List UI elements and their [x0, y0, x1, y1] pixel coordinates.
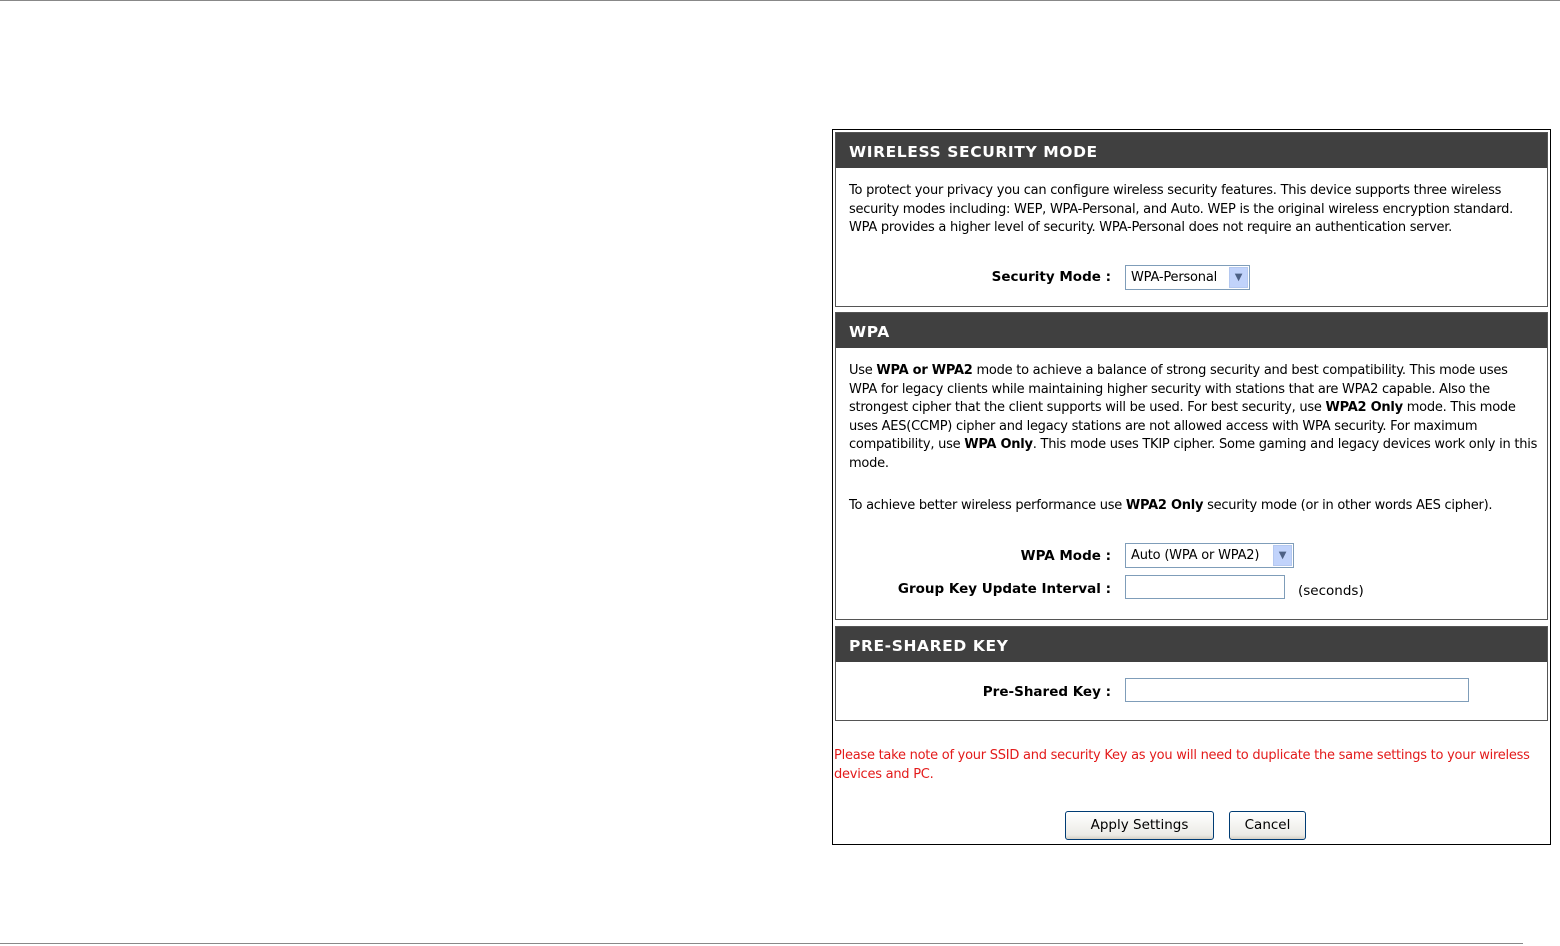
section-title-security-mode: WIRELESS SECURITY MODE [836, 133, 1547, 168]
section-title-wpa: WPA [836, 313, 1547, 348]
pre-shared-key-input[interactable] [1125, 678, 1469, 702]
wpa-mode-label: WPA Mode : [1020, 548, 1111, 564]
wireless-security-mode-section [835, 132, 1548, 307]
wpa-performance-tip: To achieve better wireless performance use WPA2 Only security mode (or in other words AES cipher). [849, 498, 1493, 513]
chevron-down-icon[interactable]: ▼ [1229, 267, 1248, 288]
security-mode-description: To protect your privacy you can configure wireless security features. This device supports three wireless security modes including: WEP, WPA-Personal, and Auto. WEP is the original wireless encryption standard. WPA provides a higher level of security. WPA-Personal does not require an authentication server. [849, 183, 1514, 235]
pre-shared-key-label: Pre-Shared Key : [982, 684, 1111, 700]
wpa-mode-selected: Auto (WPA or WPA2) [1131, 548, 1260, 563]
wpa-description: Use WPA or WPA2 mode to achieve a balance of strong security and best compatibility. This mode uses WPA for legacy clients while maintaining higher security with stations that are WPA2 capable. Also the strongest cipher that the client supports will be used. For best security, use WPA2 Only mode. This mode uses AES(CCMP) cipher and legacy stations are not allowed access with WPA security. For maximum compatibility, use WPA Only. This mode uses TKIP cipher. Some gaming and legacy devices work only in this mode. [849, 363, 1538, 471]
bottom-divider [0, 943, 1523, 944]
security-mode-select[interactable] [1125, 265, 1250, 290]
settings-note: Please take note of your SSID and security Key as you will need to duplicate the same settings to your wireless devices and PC. [834, 748, 1530, 782]
apply-settings-button[interactable]: Apply Settings [1065, 811, 1214, 840]
cancel-button[interactable]: Cancel [1229, 811, 1306, 840]
group-key-interval-label: Group Key Update Interval : [897, 581, 1111, 597]
security-mode-label: Security Mode : [991, 269, 1111, 285]
security-mode-selected: WPA-Personal [1131, 270, 1218, 285]
wpa-section [835, 312, 1548, 620]
pre-shared-key-section [835, 626, 1548, 721]
group-key-interval-unit: (seconds) [1298, 583, 1364, 599]
top-divider [0, 0, 1560, 1]
wireless-settings-panel [832, 129, 1551, 845]
group-key-interval-input[interactable] [1125, 575, 1285, 599]
section-title-pre-shared-key: PRE-SHARED KEY [836, 627, 1547, 662]
wpa-mode-select[interactable] [1125, 543, 1294, 568]
chevron-down-icon[interactable]: ▼ [1273, 545, 1292, 566]
